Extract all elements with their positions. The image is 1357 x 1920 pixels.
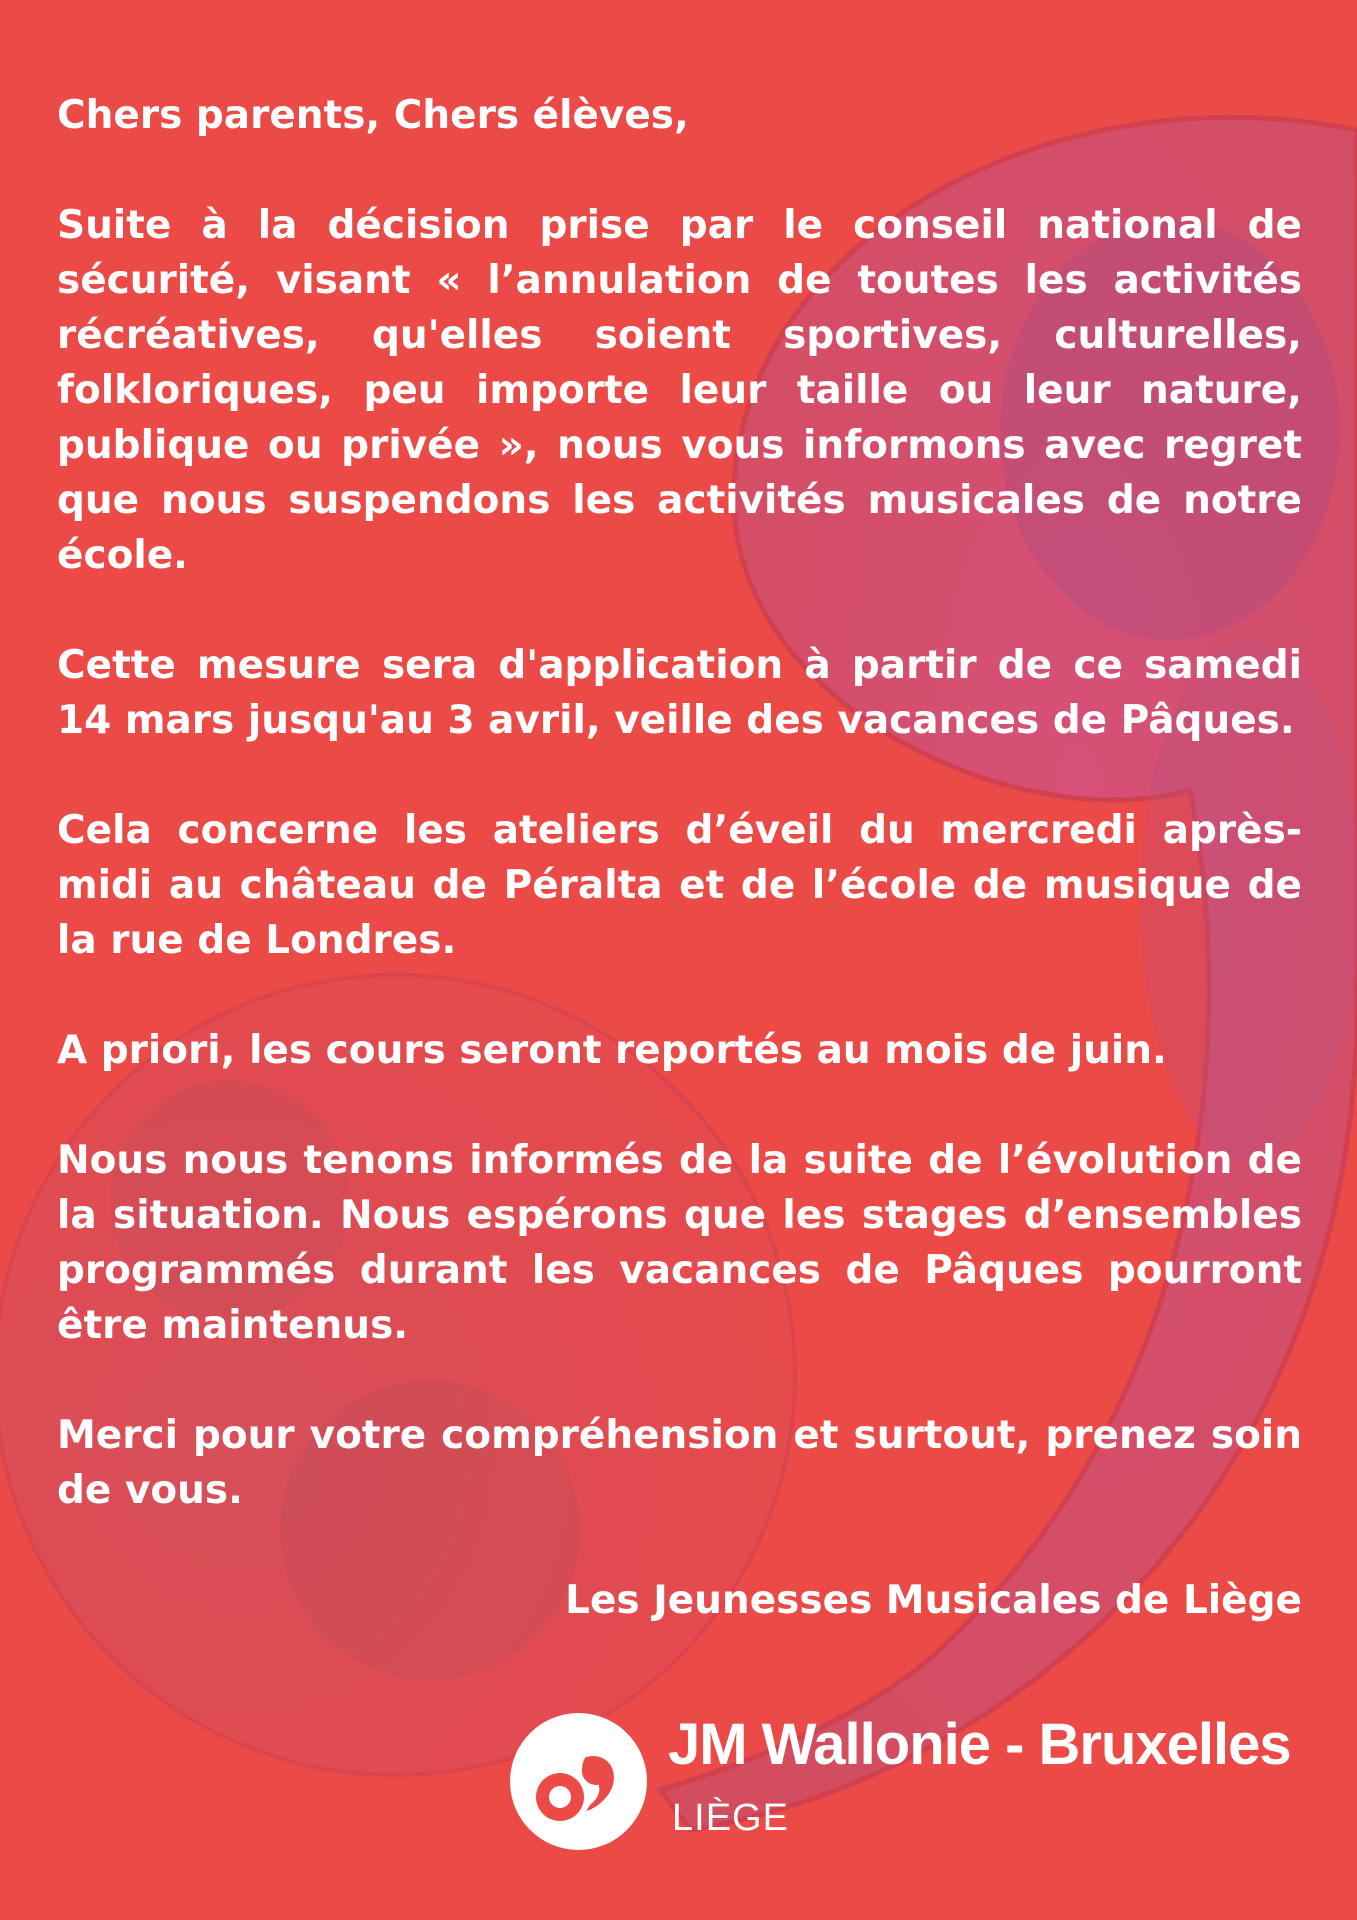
paragraph-concerned-activities: Cela concerne les ateliers d’éveil du mercredi après-midi au château de Péralta et de l’école de musique de la rue de Londres. [57,808,1302,963]
paragraph-decision: Suite à la décision prise par le conseil national de sécurité, visant « l’annulation de toutes les activités récréatives, qu'elles soient sportives, culturelles, folkloriques, peu importe leur taille ou leur nature, publique ou privée », nous vous informons avec regret que nous suspendons les activités musicales de notre école. [57,203,1302,578]
signature: Les Jeunesses Musicales de Liège [565,1578,1302,1623]
paragraph-evolution: Nous nous tenons informés de la suite de l’évolution de la situation. Nous espérons que les stages d’ensembles programmés durant les vacances de Pâques pourront être maintenus. [57,1138,1302,1348]
letter-body [57,88,1302,1628]
jm-logo-icon [510,1713,647,1850]
paragraph-thanks: Merci pour votre compréhension et surtout, prenez soin de vous. [57,1413,1302,1513]
greeting: Chers parents, Chers élèves, [57,93,689,138]
logo-city: LIÈGE [672,1797,789,1839]
logo [510,1713,1310,1853]
paragraph-postponement: A priori, les cours seront reportés au mois de juin. [57,1028,1167,1073]
logo-name: JM Wallonie - Bruxelles [668,1712,1291,1777]
paragraph-dates: Cette mesure sera d'application à partir de ce samedi 14 mars jusqu'au 3 avril, veille des vacances de Pâques. [57,643,1302,743]
